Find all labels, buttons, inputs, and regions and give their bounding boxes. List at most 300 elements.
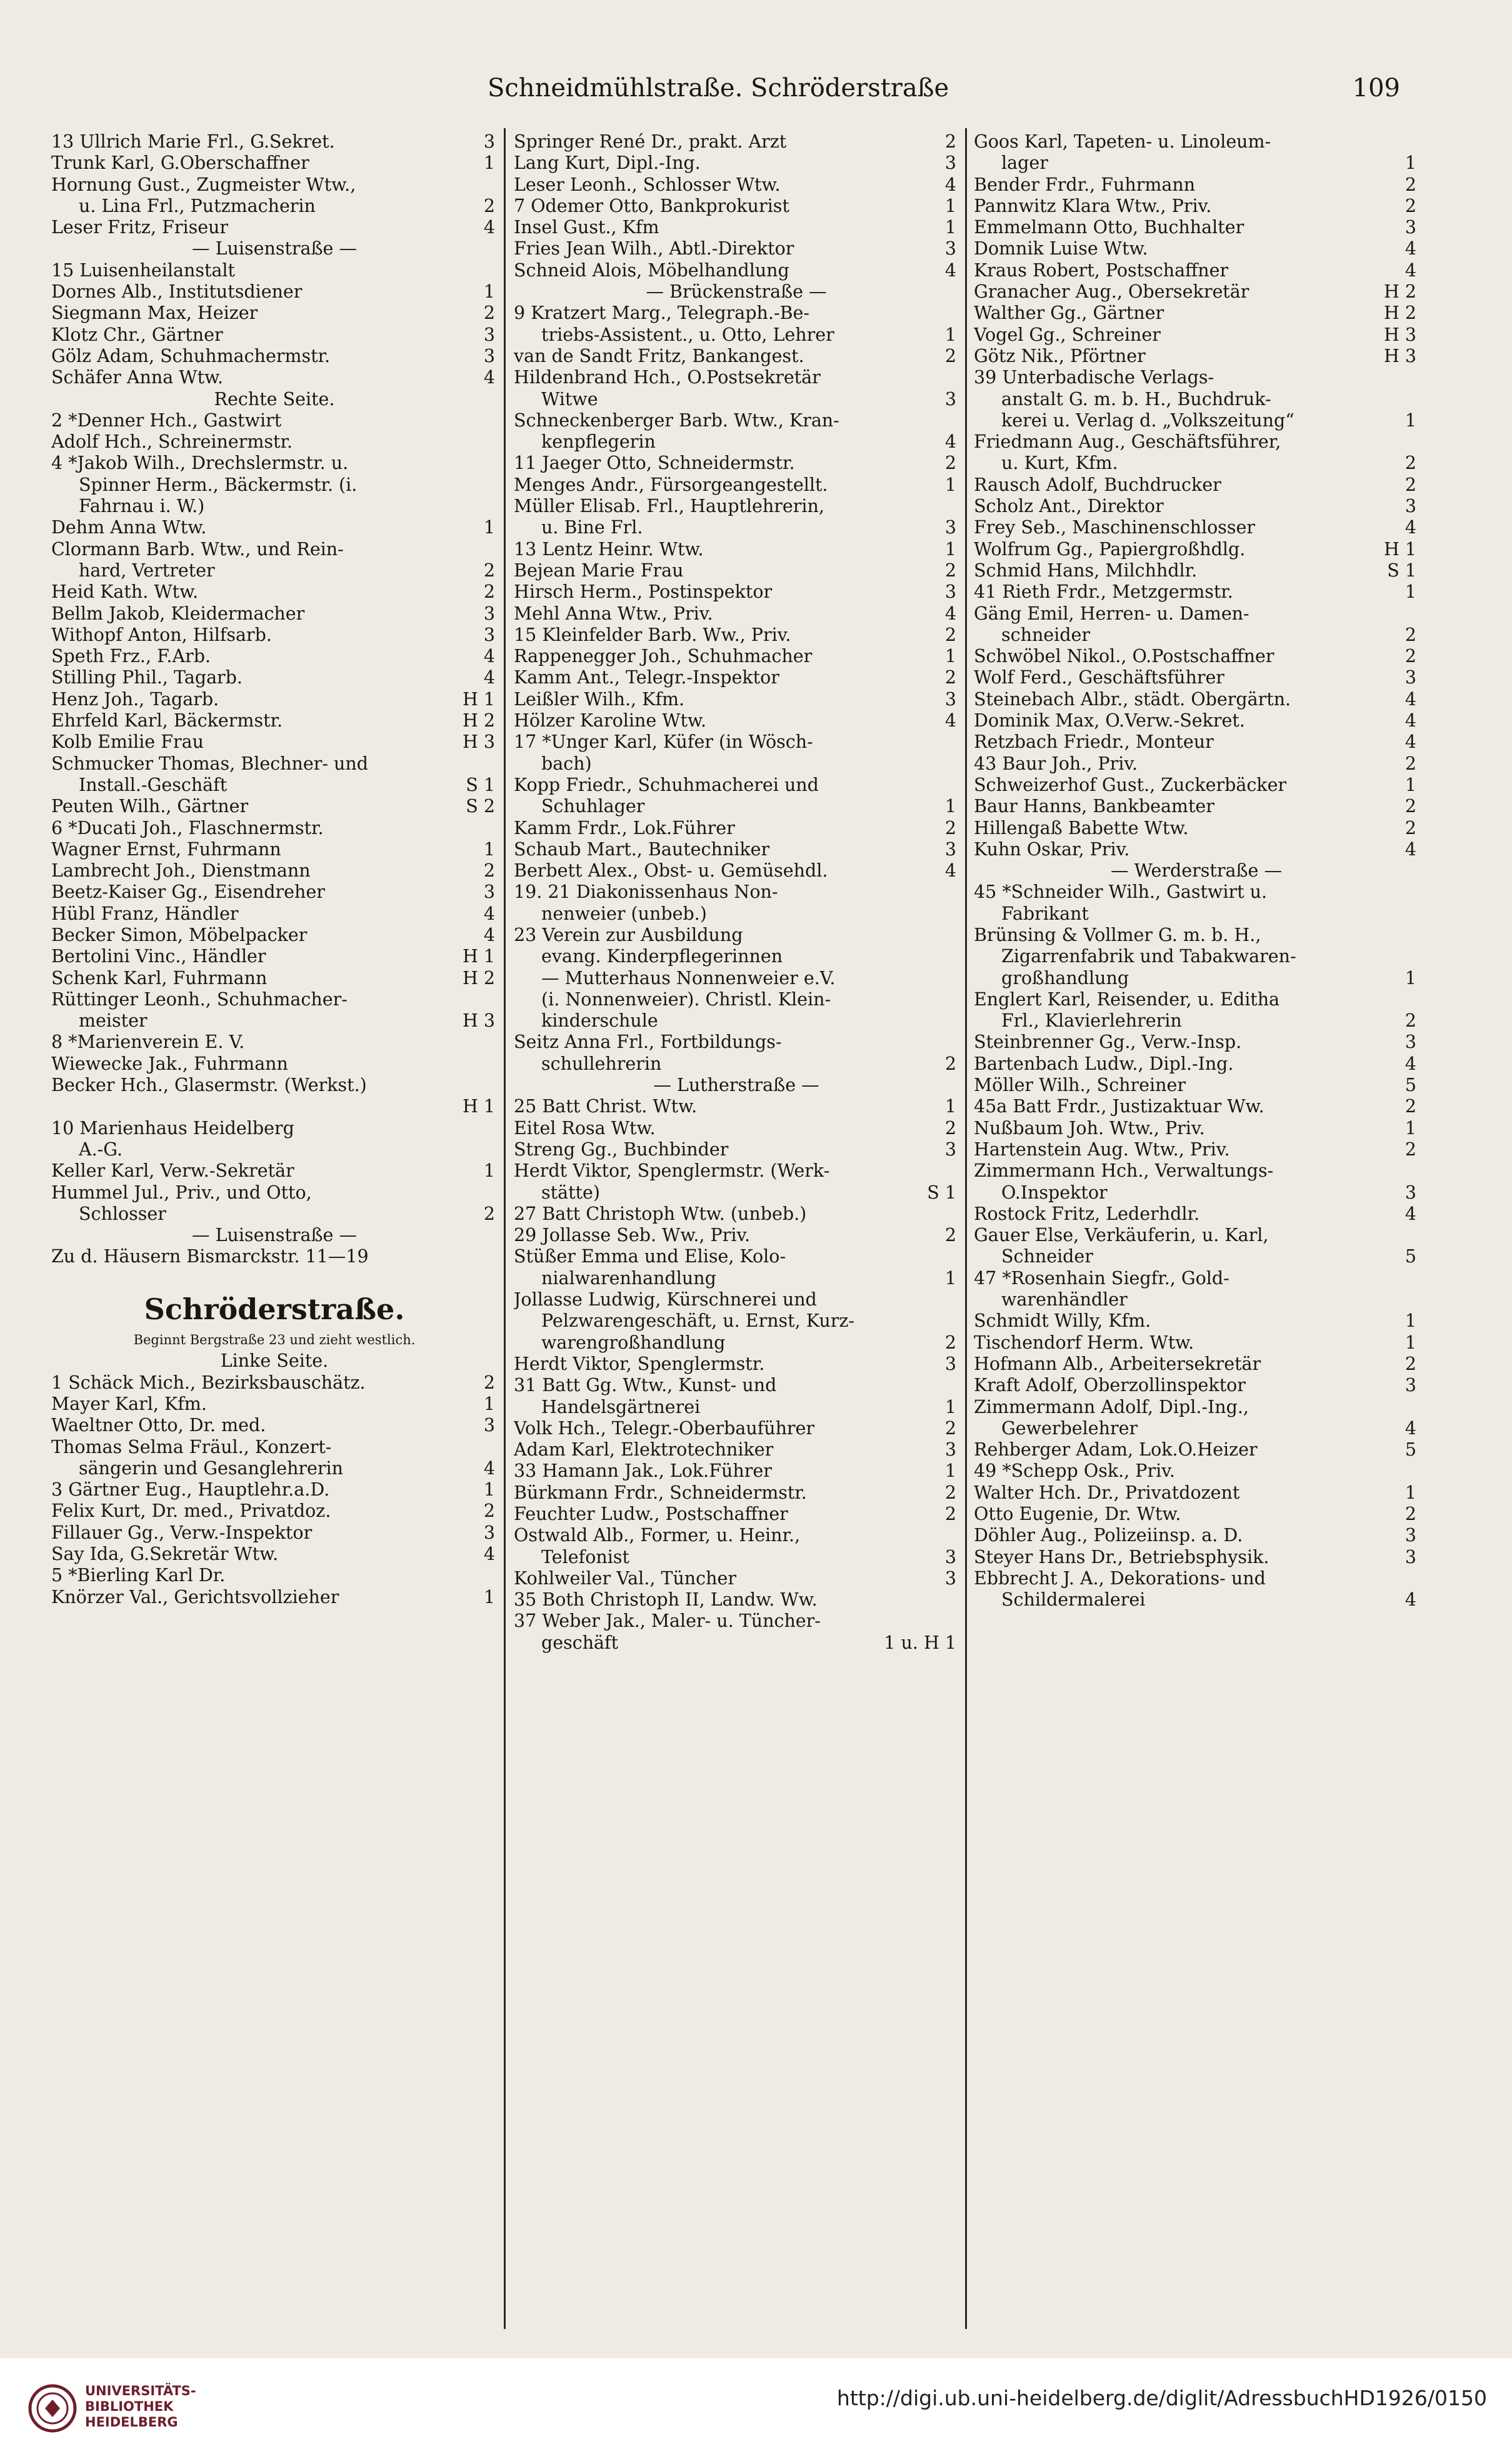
floor-number: H 2 (462, 967, 495, 988)
entry-text: Walter Hch. Dr., Privatdozent (974, 1482, 1240, 1503)
entry-text: 9 Kratzert Marg., Telegraph.-Be- (514, 303, 810, 324)
floor-number: 3 (944, 1439, 956, 1461)
entry-text: Witwe (541, 388, 598, 410)
directory-entry (974, 625, 1419, 646)
floor-number: 4 (1404, 1417, 1416, 1439)
directory-entry (51, 1372, 498, 1394)
entry-text: Insel Gust., Kfm (514, 217, 659, 238)
floor-number: 2 (483, 560, 495, 581)
floor-number: 2 (1404, 174, 1416, 195)
directory-entry (514, 367, 959, 388)
entry-text: meister (79, 1010, 148, 1032)
entry-text: — Lutherstraße — (653, 1075, 819, 1096)
entry-text: 27 Batt Christoph Wtw. (unbeb.) (514, 1203, 807, 1224)
floor-number: 3 (483, 624, 495, 645)
entry-text: Linke Seite. (220, 1350, 329, 1372)
entry-text: Rüttinger Leonh., Schuhmacher- (51, 988, 348, 1010)
floor-number: H 3 (1383, 345, 1416, 366)
directory-entry (51, 475, 498, 496)
floor-number: 2 (483, 1501, 495, 1522)
directory-entry (514, 496, 959, 517)
entry-text: — Mutterhaus Nonnenweier e.V. (541, 967, 836, 988)
floor-number: 3 (1404, 1182, 1416, 1203)
entry-text: Heid Kath. Wtw. (51, 581, 199, 603)
directory-entry (51, 903, 498, 925)
entry-text: Rappenegger Joh., Schuhmacher (514, 646, 813, 667)
directory-entry (974, 1204, 1419, 1225)
floor-number: 2 (1404, 1096, 1416, 1117)
floor-number: 2 (1404, 474, 1416, 495)
entry-text: Hirsch Herm., Postinspektor (514, 581, 773, 603)
directory-entry (51, 860, 498, 882)
entry-text: 15 Kleinfelder Barb. Ww., Priv. (514, 624, 791, 645)
entry-text: Knörzer Val., Gerichtsvollzieher (51, 1586, 339, 1607)
directory-entry (51, 775, 498, 796)
floor-number: 4 (483, 1457, 495, 1479)
directory-entry (514, 818, 959, 839)
directory-entry (514, 1482, 959, 1504)
directory-entry (51, 1501, 498, 1522)
entry-text: schullehrerin (541, 1053, 662, 1074)
entry-text: 7 Odemer Otto, Bankprokurist (514, 195, 789, 216)
directory-entry (514, 1096, 959, 1117)
directory-entry (51, 389, 498, 410)
directory-entry (514, 1075, 959, 1096)
directory-entry (974, 410, 1419, 431)
entry-text: (i. Nonnenweier). Christl. Klein- (541, 988, 831, 1010)
entry-text: Schneid Alois, Möbelhandlung (514, 259, 789, 281)
entry-text: van de Sandt Fritz, Bankangest. (514, 345, 804, 366)
entry-text: 1 Schäck Mich., Bezirksbauschätz. (51, 1372, 366, 1393)
entry-text: Dehm Anna Wtw. (51, 517, 207, 538)
entry-text: Schmucker Thomas, Blechner- und (51, 753, 369, 774)
floor-number: 2 (1404, 753, 1416, 774)
source-url-link[interactable]: http://digi.ub.uni-heidelberg.de/diglit/AdressbuchHD1926/0150 (836, 2386, 1487, 2410)
floor-number: 2 (483, 195, 495, 216)
directory-entry (514, 303, 959, 324)
entry-text: Schweizerhof Gust., Zuckerbäcker (974, 774, 1287, 795)
directory-entry (51, 1225, 498, 1246)
directory-entry (974, 1332, 1419, 1354)
floor-number: 4 (1404, 1589, 1416, 1611)
directory-entry (974, 1053, 1419, 1075)
entry-text: sängerin und Gesanglehrerin (79, 1457, 344, 1479)
floor-number: 1 (944, 324, 956, 345)
floor-number: 2 (1404, 1139, 1416, 1160)
directory-entry (974, 882, 1419, 903)
floor-number: 1 (483, 517, 495, 538)
floor-number: 3 (483, 1522, 495, 1543)
entry-text: u. Bine Frl. (541, 517, 643, 538)
directory-entry (974, 839, 1419, 860)
entry-text: Zigarrenfabrik und Tabakwaren- (1001, 946, 1296, 967)
floor-number: 3 (944, 1353, 956, 1374)
floor-number: 3 (944, 1567, 956, 1589)
floor-number: 2 (1404, 646, 1416, 667)
directory-entry (974, 1568, 1419, 1589)
floor-number: 3 (483, 882, 495, 903)
entry-text: 15 Luisenheilanstalt (51, 259, 236, 281)
directory-entry (51, 1268, 498, 1289)
directory-entry (51, 1565, 498, 1586)
directory-entry (514, 625, 959, 646)
entry-text: Walther Gg., Gärtner (974, 303, 1164, 324)
entry-text: Kohlweiler Val., Tüncher (514, 1567, 736, 1589)
directory-entry (51, 1394, 498, 1415)
entry-text: 11 Jaeger Otto, Schneidermstr. (514, 453, 795, 474)
directory-entry (51, 153, 498, 174)
directory-entry (974, 1160, 1419, 1182)
floor-number: 3 (944, 238, 956, 259)
directory-entry (51, 667, 498, 688)
directory-entry (514, 753, 959, 775)
floor-number: 3 (944, 1139, 956, 1160)
directory-entry (51, 517, 498, 538)
entry-text: Hornung Gust., Zugmeister Wtw., (51, 174, 356, 195)
directory-entry (514, 281, 959, 303)
directory-entry (51, 753, 498, 775)
directory-entry (514, 517, 959, 538)
floor-number: 2 (483, 1203, 495, 1224)
directory-entry (974, 1589, 1419, 1611)
directory-entry (51, 1053, 498, 1075)
directory-entry (974, 1375, 1419, 1396)
directory-entry (974, 1439, 1419, 1461)
directory-entry (514, 1354, 959, 1375)
logo-line-3: HEIDELBERG (85, 2415, 178, 2430)
directory-entry (974, 281, 1419, 303)
directory-entry (514, 796, 959, 817)
entry-text: Schuhlager (541, 796, 645, 817)
entry-text: Handelsgärtnerei (541, 1396, 701, 1417)
floor-number: 1 (1404, 1117, 1416, 1139)
entry-text: 47 *Rosenhain Siegfr., Gold- (974, 1267, 1229, 1289)
floor-number: 2 (483, 303, 495, 324)
directory-entry (974, 238, 1419, 259)
entry-text: Siegmann Max, Heizer (51, 303, 258, 324)
floor-number: 2 (944, 1504, 956, 1524)
directory-entry (51, 496, 498, 517)
entry-text: Bertolini Vinc., Händler (51, 946, 266, 967)
floor-number: 2 (1404, 796, 1416, 817)
directory-entry (974, 346, 1419, 367)
directory-entry (974, 1096, 1419, 1117)
floor-number: 2 (1404, 1353, 1416, 1374)
entry-text: Emmelmann Otto, Buchhalter (974, 217, 1244, 238)
floor-number: 1 (944, 1096, 956, 1117)
directory-entry (51, 560, 498, 581)
directory-entry (974, 431, 1419, 453)
floor-number: 1 (944, 796, 956, 817)
directory-entry (974, 989, 1419, 1010)
floor-number: 2 (944, 560, 956, 581)
directory-entry (514, 1525, 959, 1546)
floor-number: 1 (944, 1461, 956, 1482)
entry-text: Steyer Hans Dr., Betriebsphysik. (974, 1546, 1269, 1567)
entry-text: Hummel Jul., Priv., und Otto, (51, 1182, 312, 1203)
floor-number: 3 (944, 581, 956, 603)
directory-entry (514, 1289, 959, 1310)
directory-entry (514, 667, 959, 688)
entry-text: 31 Batt Gg. Wtw., Kunst- und (514, 1375, 777, 1396)
entry-text: Brünsing & Vollmer G. m. b. H., (974, 924, 1261, 945)
entry-text: Englert Karl, Reisender, u. Editha (974, 988, 1280, 1010)
entry-text: Leser Leonh., Schlosser Wtw. (514, 174, 781, 195)
entry-text: stätte) (541, 1182, 600, 1203)
entry-text: Bürkmann Frdr., Schneidermstr. (514, 1482, 807, 1503)
entry-text: Vogel Gg., Schreiner (974, 324, 1161, 345)
floor-number: 5 (1404, 1246, 1416, 1267)
directory-entry (51, 839, 498, 860)
entry-text: Telefonist (541, 1546, 629, 1567)
floor-number: 2 (944, 1417, 956, 1439)
directory-entry (51, 732, 498, 753)
directory-entry (514, 1268, 959, 1289)
entry-text: Dominik Max, O.Verw.-Sekret. (974, 710, 1245, 732)
directory-entry (514, 1632, 959, 1654)
floor-number: 3 (944, 388, 956, 410)
directory-entry (514, 324, 959, 346)
entry-text: 37 Weber Jak., Maler- u. Tüncher- (514, 1611, 821, 1632)
floor-number: 1 (483, 1479, 495, 1501)
library-logo-text (85, 2383, 196, 2430)
directory-entry (514, 196, 959, 217)
entry-text: Götz Nik., Pförtner (974, 345, 1146, 366)
floor-number: 2 (944, 453, 956, 474)
entry-text: Rausch Adolf, Buchdrucker (974, 474, 1221, 495)
directory-entry (974, 196, 1419, 217)
floor-number: 4 (1404, 238, 1416, 259)
floor-number: 1 (1404, 581, 1416, 603)
entry-text: 2 *Denner Hch., Gastwirt (51, 410, 282, 431)
entry-text: Herdt Viktor, Spenglermstr. (Werk- (514, 1160, 830, 1182)
floor-number: 3 (944, 1546, 956, 1567)
directory-entry (514, 1461, 959, 1482)
directory-entry (51, 174, 498, 196)
floor-number: H 1 (462, 1096, 495, 1117)
floor-number: 2 (944, 131, 956, 152)
directory-entry (514, 174, 959, 196)
directory-entry (514, 1611, 959, 1632)
floor-number: 3 (1404, 1525, 1416, 1546)
directory-entry (974, 1118, 1419, 1139)
entry-text: Beginnt Bergstraße 23 und zieht westlich. (133, 1332, 416, 1348)
entry-text: Möller Wilh., Schreiner (974, 1075, 1186, 1096)
entry-text: Klotz Chr., Gärtner (51, 324, 223, 345)
directory-entry (51, 1329, 498, 1350)
entry-text: Ehrfeld Karl, Bäckermstr. (51, 710, 283, 732)
entry-text: Stüßer Emma und Elise, Kolo- (514, 1246, 786, 1267)
directory-entry (514, 217, 959, 238)
floor-number: 1 (483, 281, 495, 303)
floor-number: 4 (483, 924, 495, 945)
entry-text: Trunk Karl, G.Oberschaffner (51, 153, 309, 174)
entry-text: Baur Hanns, Bankbeamter (974, 796, 1214, 817)
directory-entry (974, 1246, 1419, 1267)
entry-text: 10 Marienhaus Heidelberg (51, 1117, 294, 1139)
directory-entry (51, 131, 498, 153)
directory-entry (51, 882, 498, 903)
entry-text: Pannwitz Klara Wtw., Priv. (974, 195, 1212, 216)
floor-number: H 2 (462, 710, 495, 732)
floor-number: H 2 (1383, 303, 1416, 324)
entry-text: 45a Batt Frdr., Justizaktuar Ww. (974, 1096, 1264, 1117)
directory-entry (974, 496, 1419, 517)
entry-text: Hildenbrand Hch., O.Postsekretär (514, 367, 821, 388)
directory-entry (51, 410, 498, 431)
floor-number: 4 (483, 217, 495, 238)
directory-entry (51, 1160, 498, 1182)
entry-text: Schlosser (79, 1203, 166, 1224)
directory-entry (51, 646, 498, 667)
entry-text: 33 Hamann Jak., Lok.Führer (514, 1461, 772, 1482)
floor-number: 4 (483, 903, 495, 924)
entry-text: Leser Fritz, Friseur (51, 217, 229, 238)
floor-number: 1 (483, 838, 495, 860)
floor-number: H 3 (462, 732, 495, 753)
page-number: 109 (1352, 74, 1400, 103)
entry-text: Wagner Ernst, Fuhrmann (51, 838, 281, 860)
directory-entry (514, 1225, 959, 1246)
floor-number: 2 (944, 1053, 956, 1074)
entry-text: Lang Kurt, Dipl.-Ing. (514, 153, 701, 174)
directory-entry (514, 1589, 959, 1611)
entry-text: Clormann Barb. Wtw., und Rein- (51, 538, 344, 560)
entry-text: Schmid Hans, Milchhdlr. (974, 560, 1198, 581)
floor-number: 4 (1404, 710, 1416, 732)
directory-entry (974, 1010, 1419, 1032)
directory-entry (514, 775, 959, 796)
directory-entry (51, 281, 498, 303)
floor-number: 3 (483, 345, 495, 366)
entry-text: Seitz Anna Frl., Fortbildungs- (514, 1032, 782, 1053)
directory-entry (974, 646, 1419, 667)
entry-text: 23 Verein zur Ausbildung (514, 924, 743, 945)
entry-text: anstalt G. m. b. H., Buchdruk- (1001, 388, 1271, 410)
entry-text: Gäng Emil, Herren- u. Damen- (974, 603, 1249, 624)
entry-text: Keller Karl, Verw.-Sekretär (51, 1160, 294, 1182)
floor-number: 3 (1404, 1032, 1416, 1053)
directory-entry (514, 882, 959, 903)
column-2 (514, 131, 959, 1654)
directory-entry (974, 560, 1419, 581)
directory-entry (51, 946, 498, 967)
directory-entry (974, 710, 1419, 732)
entry-text: Jollasse Ludwig, Kürschnerei und (514, 1289, 817, 1310)
directory-entry (51, 367, 498, 388)
directory-entry (974, 753, 1419, 775)
directory-entry (974, 1354, 1419, 1375)
floor-number: 4 (944, 431, 956, 453)
floor-number: 1 (944, 474, 956, 495)
directory-entry (514, 732, 959, 753)
entry-text: Speth Frz., F.Arb. (51, 646, 211, 667)
entry-text: 13 Ullrich Marie Frl., G.Sekret. (51, 131, 335, 152)
directory-entry (51, 1096, 498, 1117)
entry-text: lager (1001, 153, 1048, 174)
directory-entry (51, 1289, 498, 1329)
entry-text: Hartenstein Aug. Wtw., Priv. (974, 1139, 1230, 1160)
floor-number: 3 (1404, 667, 1416, 688)
directory-entry (51, 968, 498, 989)
entry-text: Steinbrenner Gg., Verw.-Insp. (974, 1032, 1242, 1053)
entry-text: Hübl Franz, Händler (51, 903, 239, 924)
directory-entry (514, 646, 959, 667)
floor-number: 1 (1404, 1332, 1416, 1353)
directory-entry (974, 581, 1419, 603)
entry-text: Felix Kurt, Dr. med., Privatdoz. (51, 1501, 331, 1522)
directory-entry (514, 410, 959, 431)
directory-entry (514, 1547, 959, 1568)
directory-entry (51, 1204, 498, 1225)
entry-text: Kraft Adolf, Oberzollinspektor (974, 1375, 1246, 1396)
entry-text: Schenk Karl, Fuhrmann (51, 967, 268, 988)
directory-entry (51, 217, 498, 238)
directory-entry (51, 925, 498, 946)
entry-text: Fahrnau i. W.) (79, 496, 205, 517)
floor-number: 4 (1404, 1203, 1416, 1224)
entry-text: Pelzwarengeschäft, u. Ernst, Kurz- (541, 1310, 855, 1332)
directory-entry (514, 603, 959, 625)
directory-entry (514, 1375, 959, 1396)
floor-number: 2 (944, 345, 956, 366)
entry-text: geschäft (541, 1632, 619, 1653)
floor-number: 4 (483, 667, 495, 688)
entry-text: Feuchter Ludw., Postschaffner (514, 1504, 788, 1524)
directory-entry (514, 689, 959, 710)
floor-number: 2 (483, 860, 495, 882)
running-title: Schneidmühlstraße. Schröderstraße (488, 74, 949, 103)
floor-number: 4 (483, 1544, 495, 1564)
directory-entry (51, 625, 498, 646)
directory-entry (514, 453, 959, 474)
directory-entry (974, 475, 1419, 496)
floor-number: 4 (944, 860, 956, 882)
entry-text: Adolf Hch., Schreinermstr. (51, 431, 293, 453)
floor-number: 1 (944, 646, 956, 667)
floor-number: 1 (1404, 1482, 1416, 1503)
floor-number: 2 (1404, 624, 1416, 645)
entry-text: Wiewecke Jak., Fuhrmann (51, 1053, 288, 1074)
entry-text: Kamm Ant., Telegr.-Inspektor (514, 667, 779, 688)
entry-text: Schaub Mart., Bautechniker (514, 838, 770, 860)
entry-text: Steinebach Albr., städt. Obergärtn. (974, 688, 1291, 710)
entry-text: Schneider (1001, 1246, 1093, 1267)
directory-entry (514, 839, 959, 860)
entry-text: Zimmermann Hch., Verwaltungs- (974, 1160, 1274, 1182)
directory-entry (974, 367, 1419, 388)
entry-text: Stilling Phil., Tagarb. (51, 667, 243, 688)
floor-number: 4 (483, 646, 495, 667)
directory-entry (974, 1461, 1419, 1482)
entry-text: großhandlung (1001, 967, 1129, 988)
directory-entry (51, 1437, 498, 1458)
floor-number: 2 (944, 1332, 956, 1353)
entry-text: kinderschule (541, 1010, 658, 1032)
directory-entry (514, 1010, 959, 1032)
floor-number: 1 (944, 217, 956, 238)
entry-text: Adam Karl, Elektrotechniker (514, 1439, 774, 1461)
page-header (488, 74, 1400, 111)
directory-entry (514, 1439, 959, 1461)
entry-text: u. Lina Frl., Putzmacherin (79, 195, 316, 216)
column-3 (974, 131, 1419, 1611)
entry-text: Gölz Adam, Schuhmachermstr. (51, 345, 331, 366)
directory-entry (974, 968, 1419, 989)
entry-text: O.Inspektor (1001, 1182, 1108, 1203)
directory-entry (974, 1504, 1419, 1525)
directory-entry (514, 1032, 959, 1053)
